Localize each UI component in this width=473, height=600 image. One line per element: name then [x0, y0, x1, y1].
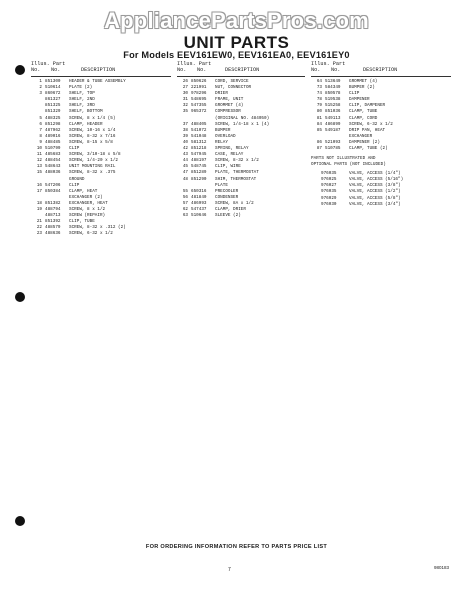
illus-number: 32	[182, 103, 188, 109]
part-description: SCREW, 1/4-18 x 1 (4)	[215, 121, 270, 127]
part-description: SHELF, 3RD	[69, 103, 95, 109]
part-description: SCREW, 8-32 x .375	[69, 170, 116, 176]
illus-number: 57	[182, 200, 188, 206]
part-number: 851392	[45, 219, 61, 225]
illus-number: 5	[39, 115, 42, 121]
part-description: SCREW, 3/10-18 x 5/8	[69, 152, 121, 158]
part-number: 510614	[45, 85, 61, 91]
part-description: COMPRESSOR	[215, 109, 241, 115]
part-number: 851329	[45, 109, 61, 115]
part-description: UNIT MOUNTING RAIL	[69, 164, 116, 170]
part-description: EXCHANGER (2)	[69, 194, 103, 200]
part-description: SPRING, RELAY	[215, 146, 249, 152]
part-description: CLAMP, HEADER	[69, 121, 103, 127]
illus-number: 84	[316, 121, 322, 127]
part-description: VALVE, ACCESS (5/16")	[349, 177, 404, 183]
illus-number: 7	[39, 127, 42, 133]
illus-number: 48	[182, 176, 188, 182]
part-number: 850578	[325, 91, 341, 97]
illus-number: 31	[182, 97, 188, 103]
illus-number: 19	[36, 206, 42, 212]
part-number: 481840	[191, 194, 207, 200]
part-number: 486993	[191, 200, 207, 206]
valve-list	[311, 171, 451, 208]
document-code: 980183	[434, 565, 450, 570]
valve-row	[311, 202, 451, 208]
parts-row	[311, 146, 451, 152]
illus-number: 85	[316, 127, 322, 133]
part-number: 513649	[325, 79, 341, 84]
part-number: 650316	[191, 188, 207, 194]
illus-number: 30	[182, 91, 188, 97]
header-description: DESCRIPTION	[225, 67, 260, 73]
part-number: 976029	[321, 195, 337, 201]
illus-number: 23	[36, 231, 42, 237]
part-number: 860672	[45, 91, 61, 97]
illus-number: 18	[36, 200, 42, 206]
parts-row	[31, 231, 171, 237]
illus-number: 22	[36, 225, 42, 231]
header-description: DESCRIPTION	[363, 67, 398, 73]
part-description: CLAMP, TUBE (2)	[349, 146, 388, 152]
part-number: 978296	[191, 91, 207, 97]
part-number: 488636	[45, 231, 61, 237]
illus-number: 27	[182, 85, 188, 91]
part-description: VALVE, ACCESS (5/8")	[349, 195, 401, 201]
illus-number: 35	[182, 109, 188, 115]
part-number: 976027	[321, 183, 337, 189]
part-number: 976035	[321, 171, 337, 177]
part-number: 489016	[45, 133, 61, 139]
illus-number: 6	[39, 121, 42, 127]
illus-number: 3	[39, 91, 42, 97]
illus-number: 64	[316, 79, 322, 84]
part-description: SCREW, 6-32 x 1/2	[69, 231, 113, 237]
part-description: VALVE, ACCESS (3/8")	[349, 183, 401, 189]
part-number: 488713	[45, 213, 61, 219]
part-description: SHIM, THERMOSTAT	[215, 176, 257, 182]
part-number: 510799	[45, 146, 61, 152]
part-number: 488405	[191, 121, 207, 127]
illus-number: 15	[36, 170, 42, 176]
part-description: GROMMET (4)	[349, 79, 378, 84]
part-number: 851290	[191, 176, 207, 182]
part-number: 548695	[191, 97, 207, 103]
illus-number: 45	[182, 164, 188, 170]
illus-number: 11	[36, 152, 42, 158]
part-number: 976035	[321, 189, 337, 195]
part-description: CLIP, WIRE	[215, 164, 241, 170]
part-number: 488485	[45, 139, 61, 145]
part-number: 541072	[191, 127, 207, 133]
part-description: CLAMP, DRIER	[215, 206, 246, 212]
part-number: 488036	[45, 170, 61, 176]
part-description: SCREW, 8-15 x 5/8	[69, 139, 113, 145]
part-description: EXCHANGER, HEAT	[69, 200, 108, 206]
illus-number: 38	[182, 127, 188, 133]
part-number: 548745	[191, 164, 207, 170]
part-description: DRIP PAN, HEAT	[349, 127, 386, 133]
part-number: 488579	[45, 225, 61, 231]
part-description: SCREW, 8 x 1/4 (5)	[69, 115, 116, 121]
part-description: CASE, RELAY	[215, 152, 244, 158]
part-number: 850384	[45, 188, 61, 194]
part-description: SHELF, 2ND	[69, 97, 95, 103]
parts-column-1	[31, 61, 171, 237]
part-number: 548643	[45, 164, 61, 170]
illus-number: 37	[182, 121, 188, 127]
illus-number: 63	[182, 213, 188, 219]
part-description: SCREW, 8-32 x 1/2	[215, 158, 259, 164]
part-description: CLAMP, TUBE	[349, 109, 378, 115]
part-description: PRECOOLER	[215, 188, 239, 194]
part-description: DAMPENER	[349, 97, 370, 103]
parts-row	[177, 213, 305, 219]
part-description: SHELF, BOTTOM	[69, 109, 103, 115]
illus-number: 16	[36, 182, 42, 188]
illus-number: 47	[182, 170, 188, 176]
part-number: 488197	[191, 158, 207, 164]
part-number: 976030	[321, 201, 337, 207]
header-rule	[177, 76, 305, 77]
part-description: VALVE, ACCESS (1/2")	[349, 189, 401, 195]
header-no: No.	[31, 67, 41, 73]
part-number: 547355	[191, 103, 207, 109]
model-subtitle: For Models EEV161EW0, EEV161EA0, EEV161EY0	[123, 50, 350, 60]
part-number: 521093	[325, 139, 341, 145]
illus-number: 1	[39, 79, 42, 84]
header-rule	[31, 76, 171, 77]
part-description: RELAY	[215, 139, 228, 145]
header-part-no: No.	[331, 67, 341, 73]
notes-line: PARTS NOT ILLUSTRATED AND	[311, 156, 376, 162]
part-number: 515258	[325, 103, 341, 109]
notes-line: OPTIONAL PARTS (NOT INCLUDED)	[311, 162, 386, 168]
part-number: 584349	[325, 85, 341, 91]
part-description: PLATE (2)	[69, 85, 93, 91]
part-number: 488794	[45, 206, 61, 212]
part-number: 549187	[325, 127, 341, 133]
part-number: 487962	[45, 127, 61, 133]
page-title: UNIT PARTS	[183, 33, 290, 52]
part-number: 221991	[191, 85, 207, 91]
part-description: CLIP, DAMPENER	[349, 103, 386, 109]
column-header	[311, 61, 451, 76]
binder-hole-middle	[15, 292, 25, 302]
header-part-no: No.	[51, 67, 61, 73]
column-header	[31, 61, 171, 76]
part-number: 976025	[321, 177, 337, 183]
part-description: SCREW (REPAIR)	[69, 213, 106, 219]
illus-number: 43	[182, 152, 188, 158]
part-description: SCREW, 6-32 x 1/2	[349, 121, 393, 127]
parts-column-2	[177, 61, 305, 219]
part-description: CORD, SERVICE	[215, 79, 249, 84]
illus-number: 80	[316, 109, 322, 115]
illus-number: 26	[182, 79, 188, 84]
part-description: CLAMP, CORD	[349, 115, 378, 121]
illus-number: 42	[182, 146, 188, 152]
part-description: PLATE	[215, 182, 228, 188]
header-rule	[311, 76, 451, 77]
illus-number: 55	[182, 188, 188, 194]
part-number: 547945	[191, 152, 207, 158]
illus-number: 13	[36, 164, 42, 170]
illus-number: 10	[36, 146, 42, 152]
part-description: OVERLOAD	[215, 133, 236, 139]
header-part-no: No.	[197, 67, 207, 73]
part-description: HEADER & TUBE ASSEMBLY	[69, 79, 126, 84]
illus-number: 74	[316, 91, 322, 97]
illus-number: 39	[182, 133, 188, 139]
part-number: 965372	[191, 109, 207, 115]
header-no: No.	[311, 67, 321, 73]
part-number: 547437	[191, 206, 207, 212]
page-number: 7	[228, 567, 231, 573]
part-description: SCREW, 10-16 x 1/4	[69, 127, 116, 133]
part-description: BUMPER (2)	[349, 85, 375, 91]
illus-number: 9	[39, 139, 42, 145]
binder-hole-top	[15, 65, 25, 75]
part-number: 851036	[325, 109, 341, 115]
part-number: 851300	[45, 79, 61, 84]
part-description: BUMPER	[215, 127, 231, 133]
part-number: 488454	[45, 158, 61, 164]
part-number: 510646	[191, 213, 207, 219]
part-description: GROMMET (4)	[215, 103, 244, 109]
part-description: EXCHANGER	[349, 133, 373, 139]
illus-number: 40	[182, 139, 188, 145]
part-number: 510785	[325, 146, 341, 152]
illus-number: 86	[316, 139, 322, 145]
illus-number: 78	[316, 97, 322, 103]
illus-number: 2	[39, 85, 42, 91]
illus-number: 44	[182, 158, 188, 164]
illus-number: 12	[36, 158, 42, 164]
part-number: 851298	[45, 121, 61, 127]
part-number: 549113	[325, 115, 341, 121]
watermark: AppliancePartsPros.com	[104, 8, 369, 33]
part-description: SCREW, 8 x 1/2	[69, 206, 106, 212]
part-description: CLIP	[349, 91, 360, 97]
part-number: 541048	[191, 133, 207, 139]
part-number: 851325	[45, 103, 61, 109]
illus-number: 17	[36, 188, 42, 194]
header-description: DESCRIPTION	[81, 67, 116, 73]
column-header	[177, 61, 305, 76]
illus-number: 21	[36, 219, 42, 225]
part-number: 851218	[191, 146, 207, 152]
part-number: 519538	[325, 97, 341, 103]
part-description: FRAME, UNIT	[215, 97, 244, 103]
part-number: 486899	[325, 121, 341, 127]
illus-number: 8	[39, 133, 42, 139]
part-description: GROUND	[69, 176, 85, 182]
part-description: CLIP	[69, 146, 80, 152]
part-description: CLAMP, HEAT	[69, 188, 98, 194]
part-description: SHELF, TOP	[69, 91, 95, 97]
part-number: 851382	[45, 200, 61, 206]
illus-number: 73	[316, 85, 322, 91]
ordering-footer: FOR ORDERING INFORMATION REFER TO PARTS PRICE LIST	[145, 544, 328, 550]
part-description: CLIP	[69, 182, 80, 188]
part-number: 851289	[191, 170, 207, 176]
part-description: NUT, CONNECTOR	[215, 85, 252, 91]
part-description: SCREW, 1/4-20 x 1/2	[69, 158, 118, 164]
parts-column-3	[311, 61, 451, 208]
part-description: DRIER	[215, 91, 228, 97]
header-illus-part: Illus. Part	[311, 61, 346, 67]
part-number: 485683	[45, 152, 61, 158]
part-description: (ORIGINAL NO. 484050)	[215, 115, 270, 121]
binder-hole-bottom	[15, 516, 25, 526]
part-description: VALVE, ACCESS (3/4")	[349, 201, 401, 207]
part-number: 850626	[191, 79, 207, 84]
part-number: 581312	[191, 139, 207, 145]
part-description: PLATE, THERMOSTAT	[215, 170, 259, 176]
illus-number: 81	[316, 115, 322, 121]
header-no: No.	[177, 67, 187, 73]
part-description: VALVE, ACCESS (1/4")	[349, 171, 401, 177]
part-description: SCREW, 8A x 1/2	[215, 200, 254, 206]
part-description: SCREW, 8-32 x .312 (2)	[69, 225, 126, 231]
part-description: SCREW, 8-32 x 7/16	[69, 133, 116, 139]
illus-number: 62	[182, 206, 188, 212]
illus-number: 79	[316, 103, 322, 109]
illus-number: 87	[316, 146, 322, 152]
part-number: 488325	[45, 115, 61, 121]
part-description: CLIP, TUBE	[69, 219, 95, 225]
part-description: SLEEVE (2)	[215, 213, 241, 219]
header-illus-part: Illus. Part	[177, 61, 212, 67]
header-illus-part: Illus. Part	[31, 61, 66, 67]
part-description: CONDENSER	[215, 194, 239, 200]
part-number: 861327	[45, 97, 61, 103]
illus-number: 56	[182, 194, 188, 200]
not-illustrated-notes	[311, 156, 451, 168]
part-number: 547206	[45, 182, 61, 188]
part-description: DAMPENER (2)	[349, 139, 380, 145]
